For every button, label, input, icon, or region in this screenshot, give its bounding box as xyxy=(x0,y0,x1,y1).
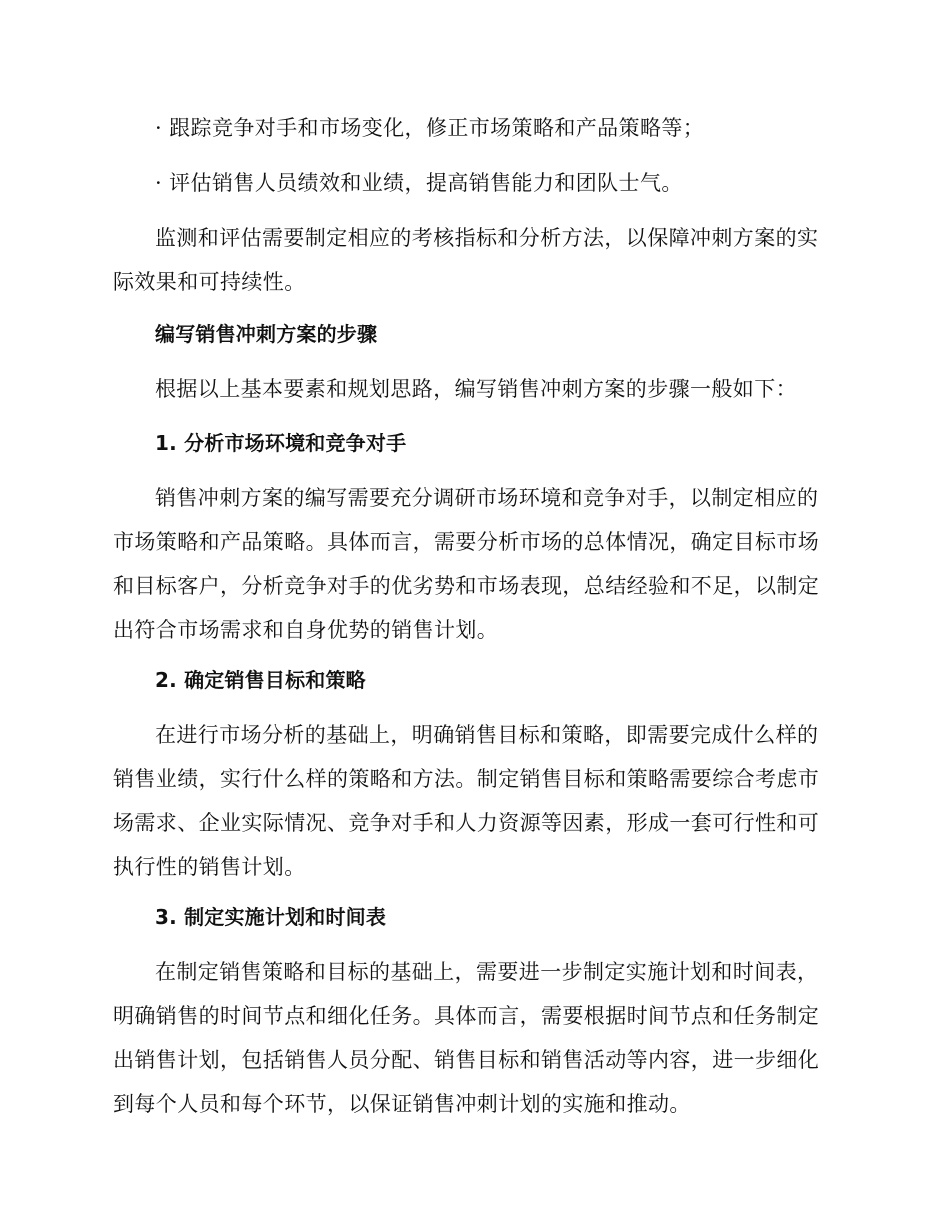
bullet-item-evaluate-sales: · 评估销售人员绩效和业绩，提高销售能力和团队士气。 xyxy=(155,171,683,195)
paragraph-monitoring: 监测和评估需要制定相应的考核指标和分析方法，以保障冲刺方案的实际效果和可持续性。 xyxy=(113,226,819,294)
bullet-item-track-competitors: · 跟踪竞争对手和市场变化，修正市场策略和产品策略等； xyxy=(155,116,705,140)
step-1-body: 销售冲刺方案的编写需要充分调研市场环境和竞争对手，以制定相应的市场策略和产品策略。具体而言，需要分析市场的总体情况，确定目标市场和目标客户，分析竞争对手的优劣势和市场表现，总结经验和不足，以制定出符合市场需求和自身优势的销售计划。 xyxy=(113,486,820,642)
section-title: 编写销售冲刺方案的步骤 xyxy=(155,322,378,346)
section-intro: 根据以上基本要素和规划思路，编写销售冲刺方案的步骤一般如下： xyxy=(155,377,797,401)
step-3-body: 在制定销售策略和目标的基础上，需要进一步制定实施计划和时间表，明确销售的时间节点和细化任务。具体而言，需要根据时间节点和任务制定出销售计划，包括销售人员分配、销售目标和销售活动等内容，进一步细化到每个人员和每个环节，以保证销售冲刺计划的实施和推动。 xyxy=(113,960,820,1116)
step-2-title: 2. 确定销售目标和策略 xyxy=(155,668,366,692)
step-3-title: 3. 制定实施计划和时间表 xyxy=(155,905,387,929)
step-1-title: 1. 分析市场环境和竞争对手 xyxy=(155,431,407,455)
step-2-body: 在进行市场分析的基础上，明确销售目标和策略，即需要完成什么样的销售业绩，实行什么样的策略和方法。制定销售目标和策略需要综合考虑市场需求、企业实际情况、竞争对手和人力资源等因素，形成一套可行性和可执行性的销售计划。 xyxy=(113,723,820,879)
